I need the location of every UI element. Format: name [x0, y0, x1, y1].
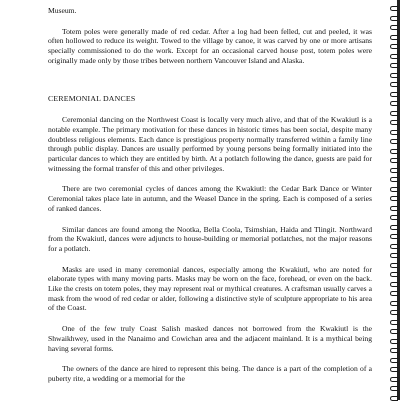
- paragraph-2: There are two ceremonial cycles of dances among the Kwakiutl: the Cedar Bark Dance or Winter Ceremonial takes place late in autumn, and the Weasel Dance in the spring. Each is composed of a series of ranked dances.: [48, 184, 372, 213]
- binding-coil: [390, 25, 398, 30]
- binding-coil: [390, 158, 398, 163]
- binding-coil: [390, 253, 398, 258]
- binding-coil: [390, 187, 398, 192]
- binding-coil: [390, 73, 398, 78]
- paragraph-1: Ceremonial dancing on the Northwest Coast is locally very much alive, and that of the Kwakiutl is a notable example. The primary motivation for these dances in historic times has been social, despite many doubtless religious elements. Each dance is prestigious property normally transferred within a family line through public display. Dances are usually performed by young persons being formally initiated into the particular dances to which they are entitled by birth. At a potlatch following the dance, guests are paid for witnessing the formal transfer of this and other privileges.: [48, 115, 372, 173]
- binding-coil: [390, 225, 398, 230]
- binding-coil: [390, 139, 398, 144]
- binding-coil: [390, 234, 398, 239]
- binding-coil: [390, 386, 398, 391]
- binding-coil: [390, 196, 398, 201]
- binding-coil: [390, 111, 398, 116]
- binding-coil: [390, 101, 398, 106]
- page-text: [48, 0, 372, 384]
- binding-coil: [390, 63, 398, 68]
- paragraph-5: One of the few truly Coast Salish masked dances not borrowed from the Kwakiutl is the Shwaikhwey, used in the Nanaimo and Cowichan area and the adjacent mainland. It is a mythical being having several forms.: [48, 324, 372, 353]
- binding-coil: [390, 282, 398, 287]
- binding-coil: [390, 301, 398, 306]
- binding-coil: [390, 367, 398, 372]
- binding-coil: [390, 291, 398, 296]
- binding-coil: [390, 244, 398, 249]
- binding-coil: [390, 339, 398, 344]
- binding-coil: [390, 263, 398, 268]
- binding-coil: [390, 206, 398, 211]
- binding-coil: [390, 320, 398, 325]
- binding-coil: [390, 6, 398, 11]
- binding-coil: [390, 377, 398, 382]
- binding-coil: [390, 348, 398, 353]
- fragment-top: Museum.: [48, 6, 77, 15]
- paragraph-4: Masks are used in many ceremonial dances, especially among the Kwakiutl, who are noted for elaborate types with many moving parts. Masks may be worn on the face, forehead, or even on the back. Like the crests on totem poles, they may represent real or mythical creatures. A craftsman usually carves a mask from the wood of red cedar or alder, following a distinctive style of sculpture appropriate to his area of the Coast.: [48, 264, 372, 313]
- binding-coil: [390, 149, 398, 154]
- binding-coil: [390, 120, 398, 125]
- binding-coil: [390, 272, 398, 277]
- paragraph-6: The owners of the dance are hired to represent this being. The dance is a part of the completion of a puberty rite, a wedding or a memorial for the: [48, 364, 372, 383]
- binding-coil: [390, 16, 398, 21]
- binding-coil: [390, 54, 398, 59]
- binding-coil: [390, 177, 398, 182]
- binding-coil: [390, 44, 398, 49]
- binding-coil: [390, 310, 398, 315]
- binding-coil: [390, 215, 398, 220]
- binding-coil: [390, 358, 398, 363]
- binding-coil: [390, 35, 398, 40]
- binding-coil: [390, 130, 398, 135]
- paragraph-totem: Totem poles were generally made of red cedar. After a log had been felled, cut and peeled, it was often hollowed to reduce its weight. Towed to the village by canoe, it was carved by one or more artisans specially commissioned to do the work. Except for an occasional carved house post, totem poles were originally made only by those tribes between northern Vancouver Island and Alaska.: [48, 26, 372, 65]
- binding-coil: [390, 92, 398, 97]
- paragraph-3: Similar dances are found among the Nootka, Bella Coola, Tsimshian, Haida and Tlingit. Northward from the Kwakiutl, dances were adjuncts to house-building or memorial potlatches, not the major reasons for a potlatch.: [48, 224, 372, 253]
- binding-coil: [390, 168, 398, 173]
- spiral-binding: [386, 0, 400, 400]
- binding-coil: [390, 82, 398, 87]
- section-heading: CEREMONIAL DANCES: [48, 93, 136, 103]
- binding-coil: [390, 329, 398, 334]
